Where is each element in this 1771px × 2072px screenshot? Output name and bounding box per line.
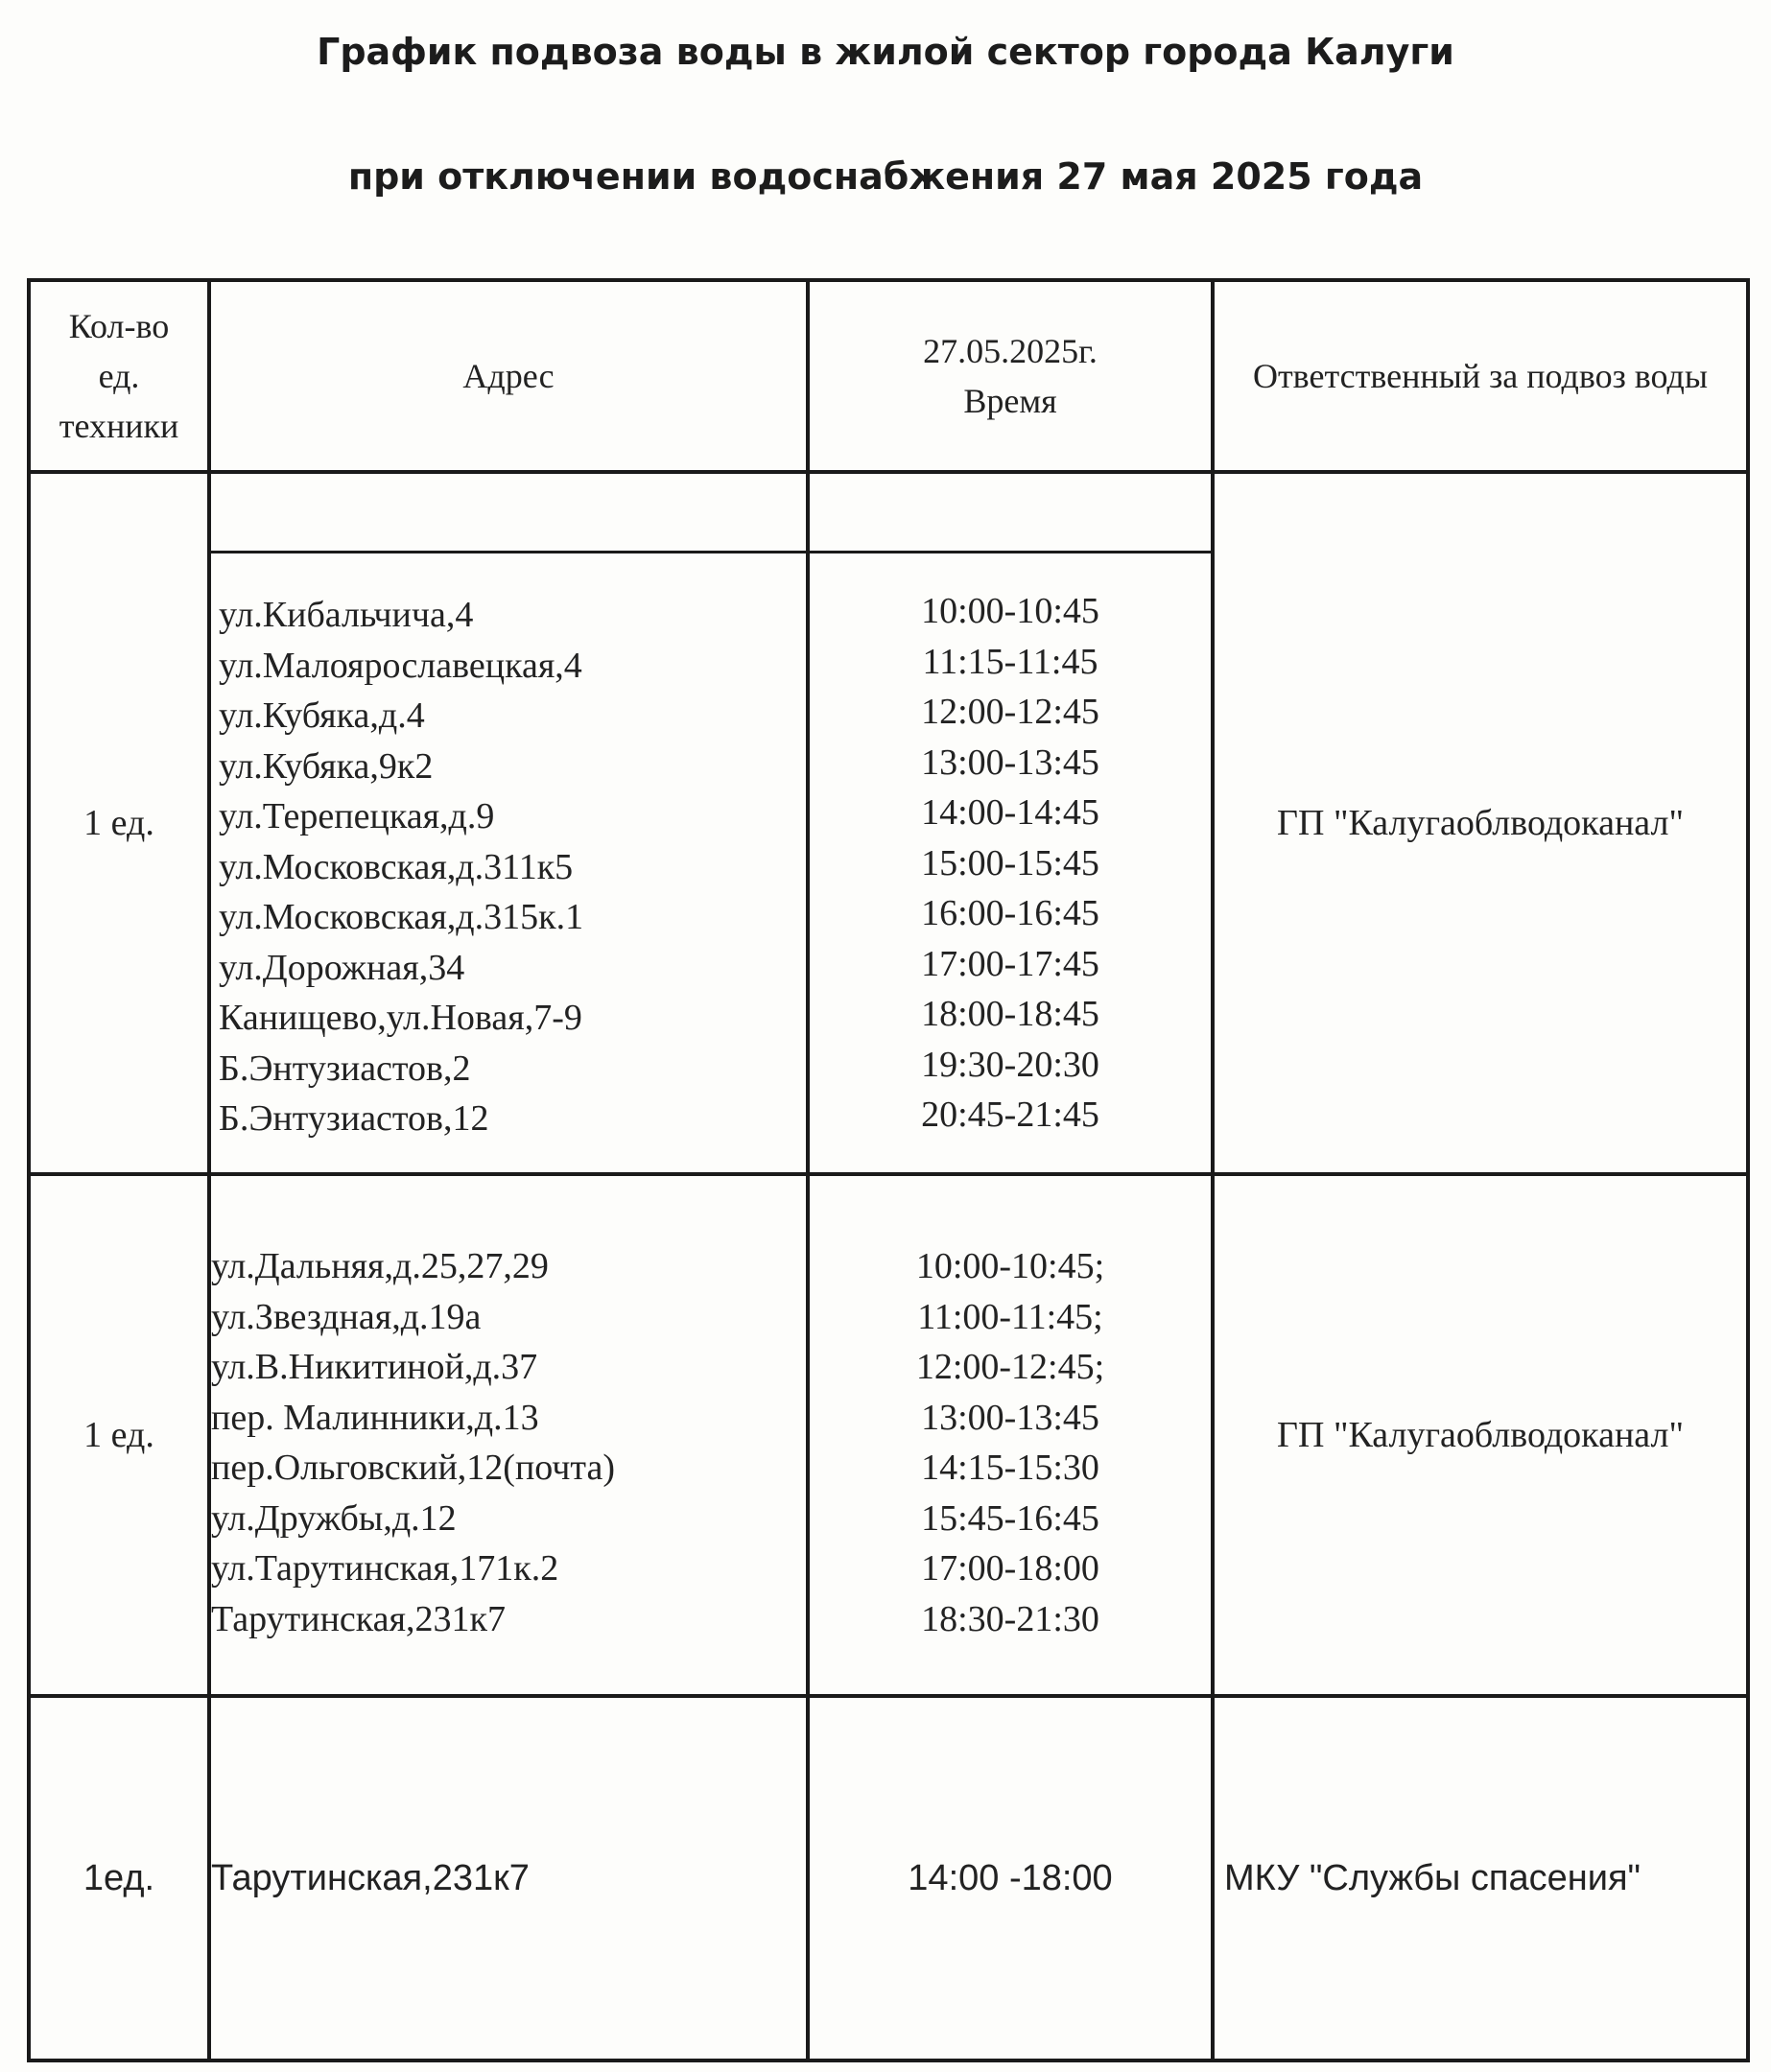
time-item: 10:00-10:45; bbox=[915, 1246, 1105, 1286]
table-row-group-2 bbox=[29, 1174, 1748, 1696]
address-item: Б.Энтузиастов,12 bbox=[219, 1098, 489, 1139]
address-item: ул.В.Никитиной,д.37 bbox=[211, 1347, 538, 1387]
responsible-cell: МКУ "Службы спасения" bbox=[1213, 1696, 1748, 2060]
address-item: ул.Московская,д.311к5 bbox=[219, 846, 574, 887]
address-item: ул.Кибальчича,4 bbox=[219, 595, 474, 635]
time-item: 15:00-15:45 bbox=[921, 842, 1099, 883]
address-list bbox=[211, 1241, 806, 1644]
table-row-group-1 bbox=[29, 472, 1748, 1174]
time-item: 10:00-10:45 bbox=[921, 591, 1099, 631]
address-cell bbox=[209, 1174, 808, 1696]
address-list bbox=[219, 590, 806, 1144]
water-delivery-schedule-table bbox=[27, 278, 1750, 2062]
header-qty: Кол-во ед. техники bbox=[29, 280, 209, 472]
time-item: 16:00-16:45 bbox=[921, 893, 1099, 933]
address-item: ул.Кубяка,д.4 bbox=[219, 695, 425, 736]
time-item: 18:30-21:30 bbox=[921, 1598, 1099, 1639]
time-item: 14:15-15:30 bbox=[921, 1448, 1099, 1488]
address-item: ул.Дорожная,34 bbox=[219, 947, 465, 988]
address-item: Канищево,ул.Новая,7-9 bbox=[219, 998, 582, 1038]
time-cell bbox=[808, 472, 1213, 1174]
time-item: 17:00-17:45 bbox=[921, 943, 1099, 984]
address-item: пер. Малинники,д.13 bbox=[211, 1397, 539, 1438]
time-item: 12:00-12:45; bbox=[915, 1347, 1105, 1387]
address-item: Б.Энтузиастов,2 bbox=[219, 1048, 471, 1089]
address-item: ул.Звездная,д.19а bbox=[211, 1296, 482, 1337]
header-row bbox=[29, 280, 1748, 472]
qty-cell: 1 ед. bbox=[29, 1174, 209, 1696]
time-cell: 14:00 -18:00 bbox=[808, 1696, 1213, 2060]
responsible-cell: ГП "Калугаоблводоканал" bbox=[1213, 1174, 1748, 1696]
header-responsible: Ответственный за подвоз воды bbox=[1213, 280, 1748, 472]
address-cell: Тарутинская,231к7 bbox=[209, 1696, 808, 2060]
qty-cell: 1 ед. bbox=[29, 472, 209, 1174]
empty-subrow bbox=[810, 474, 1211, 553]
time-item: 11:00-11:45; bbox=[917, 1296, 1103, 1337]
address-item: ул.Тарутинская,171к.2 bbox=[211, 1548, 559, 1589]
time-item: 15:45-16:45 bbox=[921, 1497, 1099, 1539]
address-item: ул.Дальняя,д.25,27,29 bbox=[211, 1246, 549, 1286]
address-cell bbox=[209, 472, 808, 1174]
address-item: Тарутинская,231к7 bbox=[211, 1598, 506, 1639]
header-time: 27.05.2025г. Время bbox=[808, 280, 1213, 472]
time-item: 19:30-20:30 bbox=[921, 1044, 1099, 1085]
qty-cell: 1ед. bbox=[29, 1696, 209, 2060]
time-item: 13:00-13:45 bbox=[921, 1397, 1099, 1438]
header-address: Адрес bbox=[209, 280, 808, 472]
time-item: 11:15-11:45 bbox=[922, 641, 1098, 682]
time-item: 20:45-21:45 bbox=[921, 1095, 1099, 1135]
address-item: пер.Ольговский,12(почта) bbox=[211, 1448, 616, 1488]
time-item: 17:00-18:00 bbox=[921, 1548, 1099, 1589]
time-item: 18:00-18:45 bbox=[921, 994, 1099, 1034]
time-cell bbox=[808, 1174, 1213, 1696]
responsible-cell: ГП "Калугаоблводоканал" bbox=[1213, 472, 1748, 1174]
document-title-line-1: График подвоза воды в жилой сектор города Калуги bbox=[317, 31, 1454, 73]
address-item: ул.Московская,д.315к.1 bbox=[219, 897, 584, 937]
address-item: ул.Кубяка,9к2 bbox=[219, 745, 434, 787]
address-item: ул.Терепецкая,д.9 bbox=[219, 796, 495, 836]
empty-subrow bbox=[211, 474, 806, 553]
time-list bbox=[810, 586, 1211, 1141]
table-row-group-3 bbox=[29, 1696, 1748, 2060]
document-title-line-2: при отключении водоснабжения 27 мая 2025 года bbox=[347, 155, 1424, 198]
time-item: 12:00-12:45 bbox=[921, 692, 1099, 732]
time-item: 13:00-13:45 bbox=[921, 742, 1099, 783]
address-item: ул.Малоярославецкая,4 bbox=[219, 645, 582, 686]
address-item: ул.Дружбы,д.12 bbox=[211, 1497, 457, 1539]
time-list bbox=[810, 1241, 1211, 1644]
time-item: 14:00-14:45 bbox=[921, 792, 1099, 833]
